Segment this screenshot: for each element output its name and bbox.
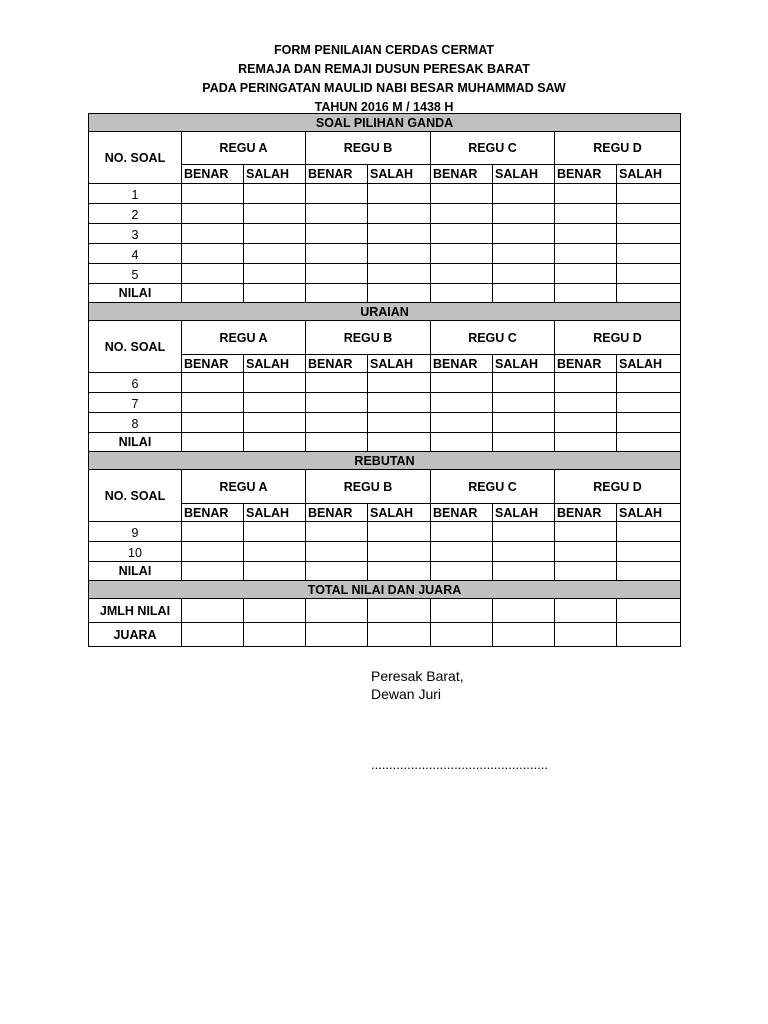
score-cell[interactable] (244, 373, 306, 393)
score-cell[interactable] (306, 264, 368, 284)
score-cell[interactable] (306, 393, 368, 413)
total-section-title: TOTAL NILAI DAN JUARA (89, 581, 681, 599)
score-cell[interactable] (306, 413, 368, 433)
score-cell[interactable] (617, 373, 681, 393)
score-cell[interactable] (368, 204, 431, 224)
score-cell[interactable] (182, 522, 244, 542)
salah-header: SALAH (493, 504, 555, 522)
question-number: 2 (89, 204, 182, 224)
benar-header: BENAR (306, 165, 368, 184)
score-cell[interactable] (306, 204, 368, 224)
question-row (89, 373, 681, 393)
score-cell[interactable] (244, 224, 306, 244)
benar-header: BENAR (306, 504, 368, 522)
question-row (89, 542, 681, 562)
score-cell[interactable] (617, 522, 681, 542)
score-cell[interactable] (493, 184, 555, 204)
score-cell[interactable] (555, 373, 617, 393)
question-row (89, 413, 681, 433)
no-soal-header: NO. SOAL (89, 470, 182, 522)
salah-header: SALAH (368, 165, 431, 184)
salah-header: SALAH (493, 165, 555, 184)
score-cell[interactable] (555, 599, 617, 623)
score-cell[interactable] (555, 224, 617, 244)
score-cell[interactable] (368, 433, 431, 452)
score-cell[interactable] (244, 264, 306, 284)
score-cell[interactable] (368, 264, 431, 284)
score-cell[interactable] (244, 393, 306, 413)
score-cell[interactable] (182, 542, 244, 562)
score-cell[interactable] (431, 373, 493, 393)
scoring-table-body (89, 114, 681, 647)
score-cell[interactable] (244, 413, 306, 433)
score-cell[interactable] (493, 284, 555, 303)
score-cell[interactable] (617, 184, 681, 204)
question-row (89, 184, 681, 204)
section-title: URAIAN (89, 303, 681, 321)
team-header: REGU A (182, 321, 306, 355)
salah-header: SALAH (617, 165, 681, 184)
question-number: 10 (89, 542, 182, 562)
score-cell[interactable] (306, 373, 368, 393)
team-header: REGU B (306, 132, 431, 165)
score-cell[interactable] (368, 284, 431, 303)
team-header-row (89, 132, 681, 165)
score-cell[interactable] (306, 224, 368, 244)
question-row (89, 393, 681, 413)
score-cell[interactable] (306, 284, 368, 303)
benar-header: BENAR (182, 504, 244, 522)
score-cell[interactable] (244, 433, 306, 452)
score-cell[interactable] (493, 542, 555, 562)
salah-header: SALAH (617, 504, 681, 522)
score-cell[interactable] (431, 204, 493, 224)
score-cell[interactable] (431, 224, 493, 244)
score-cell[interactable] (306, 562, 368, 581)
score-cell[interactable] (493, 562, 555, 581)
scoring-table (88, 113, 681, 647)
team-header: REGU D (555, 321, 681, 355)
score-cell[interactable] (368, 224, 431, 244)
score-cell[interactable] (306, 244, 368, 264)
score-cell[interactable] (431, 284, 493, 303)
question-row (89, 224, 681, 244)
nilai-label: NILAI (89, 433, 182, 452)
team-header: REGU A (182, 132, 306, 165)
salah-header: SALAH (368, 504, 431, 522)
question-row (89, 244, 681, 264)
nilai-row (89, 284, 681, 303)
signature-role: Dewan Juri (371, 686, 442, 702)
juara-label: JUARA (89, 623, 182, 647)
score-cell[interactable] (617, 224, 681, 244)
score-cell[interactable] (431, 542, 493, 562)
score-cell[interactable] (182, 393, 244, 413)
score-cell[interactable] (617, 413, 681, 433)
team-header: REGU C (431, 470, 555, 504)
score-cell[interactable] (555, 562, 617, 581)
benar-header: BENAR (306, 355, 368, 373)
jumlah-nilai-label: JMLH NILAI (89, 599, 182, 623)
score-cell[interactable] (182, 373, 244, 393)
signature-block (371, 667, 464, 703)
score-cell[interactable] (493, 623, 555, 647)
score-cell[interactable] (555, 542, 617, 562)
jumlah-nilai-row (89, 599, 681, 623)
score-cell[interactable] (182, 244, 244, 264)
score-cell[interactable] (182, 599, 244, 623)
score-cell[interactable] (431, 413, 493, 433)
score-cell[interactable] (368, 562, 431, 581)
form-subtitle-event: PADA PERINGATAN MAULID NABI BESAR MUHAMMAD SAW (202, 81, 566, 95)
salah-header: SALAH (244, 504, 306, 522)
form-subtitle-year: TAHUN 2016 M / 1438 H (314, 100, 454, 114)
score-cell[interactable] (244, 522, 306, 542)
team-header: REGU B (306, 470, 431, 504)
score-cell[interactable] (617, 244, 681, 264)
form-title: FORM PENILAIAN CERDAS CERMAT (274, 43, 494, 57)
nilai-label: NILAI (89, 562, 182, 581)
question-number: 9 (89, 522, 182, 542)
score-cell[interactable] (368, 599, 431, 623)
score-cell[interactable] (493, 204, 555, 224)
benar-header: BENAR (431, 165, 493, 184)
score-cell[interactable] (368, 522, 431, 542)
score-cell[interactable] (493, 224, 555, 244)
score-cell[interactable] (182, 264, 244, 284)
question-number: 1 (89, 184, 182, 204)
score-cell[interactable] (306, 184, 368, 204)
section-title: REBUTAN (89, 452, 681, 470)
score-cell[interactable] (182, 623, 244, 647)
question-number: 3 (89, 224, 182, 244)
score-cell[interactable] (244, 562, 306, 581)
signature-line: ................................................. (371, 757, 548, 772)
score-cell[interactable] (617, 204, 681, 224)
score-cell[interactable] (244, 599, 306, 623)
benar-header: BENAR (555, 355, 617, 373)
benar-header: BENAR (431, 355, 493, 373)
score-cell[interactable] (493, 522, 555, 542)
score-cell[interactable] (431, 522, 493, 542)
score-cell[interactable] (617, 562, 681, 581)
score-cell[interactable] (368, 542, 431, 562)
score-cell[interactable] (368, 373, 431, 393)
score-cell[interactable] (617, 599, 681, 623)
score-cell[interactable] (368, 393, 431, 413)
signature-place: Peresak Barat, (371, 668, 464, 684)
question-number: 8 (89, 413, 182, 433)
score-cell[interactable] (493, 373, 555, 393)
section-header-row (89, 114, 681, 132)
score-cell[interactable] (182, 433, 244, 452)
score-cell[interactable] (493, 599, 555, 623)
score-cell[interactable] (617, 264, 681, 284)
score-cell[interactable] (182, 413, 244, 433)
score-cell[interactable] (306, 522, 368, 542)
score-cell[interactable] (244, 244, 306, 264)
score-cell[interactable] (182, 284, 244, 303)
question-number: 7 (89, 393, 182, 413)
nilai-row (89, 562, 681, 581)
score-cell[interactable] (431, 433, 493, 452)
score-cell[interactable] (431, 184, 493, 204)
score-cell[interactable] (555, 433, 617, 452)
score-cell[interactable] (555, 522, 617, 542)
section-header-row (89, 303, 681, 321)
score-cell[interactable] (555, 413, 617, 433)
score-cell[interactable] (244, 284, 306, 303)
salah-header: SALAH (368, 355, 431, 373)
score-cell[interactable] (493, 393, 555, 413)
form-header (0, 41, 768, 117)
salah-header: SALAH (617, 355, 681, 373)
score-cell[interactable] (244, 184, 306, 204)
score-cell[interactable] (431, 623, 493, 647)
salah-header: SALAH (244, 165, 306, 184)
score-cell[interactable] (431, 264, 493, 284)
nilai-row (89, 433, 681, 452)
no-soal-header: NO. SOAL (89, 132, 182, 184)
score-cell[interactable] (244, 542, 306, 562)
score-cell[interactable] (431, 562, 493, 581)
salah-header: SALAH (493, 355, 555, 373)
score-cell[interactable] (555, 264, 617, 284)
score-cell[interactable] (182, 184, 244, 204)
team-header: REGU C (431, 321, 555, 355)
score-cell[interactable] (306, 433, 368, 452)
team-header-row (89, 470, 681, 504)
score-cell[interactable] (368, 413, 431, 433)
score-cell[interactable] (431, 244, 493, 264)
total-header-row (89, 581, 681, 599)
section-header-row (89, 452, 681, 470)
score-cell[interactable] (431, 599, 493, 623)
score-cell[interactable] (182, 224, 244, 244)
score-cell[interactable] (555, 204, 617, 224)
team-header: REGU A (182, 470, 306, 504)
no-soal-header: NO. SOAL (89, 321, 182, 373)
score-cell[interactable] (617, 393, 681, 413)
score-cell[interactable] (617, 623, 681, 647)
score-cell[interactable] (182, 562, 244, 581)
score-cell[interactable] (555, 184, 617, 204)
form-subtitle-organizer: REMAJA DAN REMAJI DUSUN PERESAK BARAT (238, 62, 530, 76)
section-title: SOAL PILIHAN GANDA (89, 114, 681, 132)
team-header: REGU C (431, 132, 555, 165)
score-cell[interactable] (555, 244, 617, 264)
team-header-row (89, 321, 681, 355)
benar-header: BENAR (431, 504, 493, 522)
question-number: 6 (89, 373, 182, 393)
score-cell[interactable] (617, 542, 681, 562)
score-cell[interactable] (555, 284, 617, 303)
score-cell[interactable] (493, 413, 555, 433)
benar-header: BENAR (555, 504, 617, 522)
score-cell[interactable] (368, 623, 431, 647)
score-cell[interactable] (368, 244, 431, 264)
nilai-label: NILAI (89, 284, 182, 303)
score-cell[interactable] (493, 433, 555, 452)
salah-header: SALAH (244, 355, 306, 373)
question-row (89, 204, 681, 224)
question-row (89, 264, 681, 284)
question-row (89, 522, 681, 542)
score-cell[interactable] (306, 623, 368, 647)
question-number: 5 (89, 264, 182, 284)
benar-header: BENAR (182, 355, 244, 373)
score-cell[interactable] (306, 542, 368, 562)
score-cell[interactable] (431, 393, 493, 413)
score-cell[interactable] (617, 284, 681, 303)
score-cell[interactable] (493, 244, 555, 264)
team-header: REGU B (306, 321, 431, 355)
benar-header: BENAR (182, 165, 244, 184)
juara-row (89, 623, 681, 647)
score-cell[interactable] (306, 599, 368, 623)
question-number: 4 (89, 244, 182, 264)
score-cell[interactable] (555, 393, 617, 413)
benar-header: BENAR (555, 165, 617, 184)
score-cell[interactable] (368, 184, 431, 204)
score-cell[interactable] (555, 623, 617, 647)
score-cell[interactable] (617, 433, 681, 452)
team-header: REGU D (555, 132, 681, 165)
score-cell[interactable] (244, 623, 306, 647)
score-cell[interactable] (182, 204, 244, 224)
score-cell[interactable] (244, 204, 306, 224)
score-cell[interactable] (493, 264, 555, 284)
team-header: REGU D (555, 470, 681, 504)
